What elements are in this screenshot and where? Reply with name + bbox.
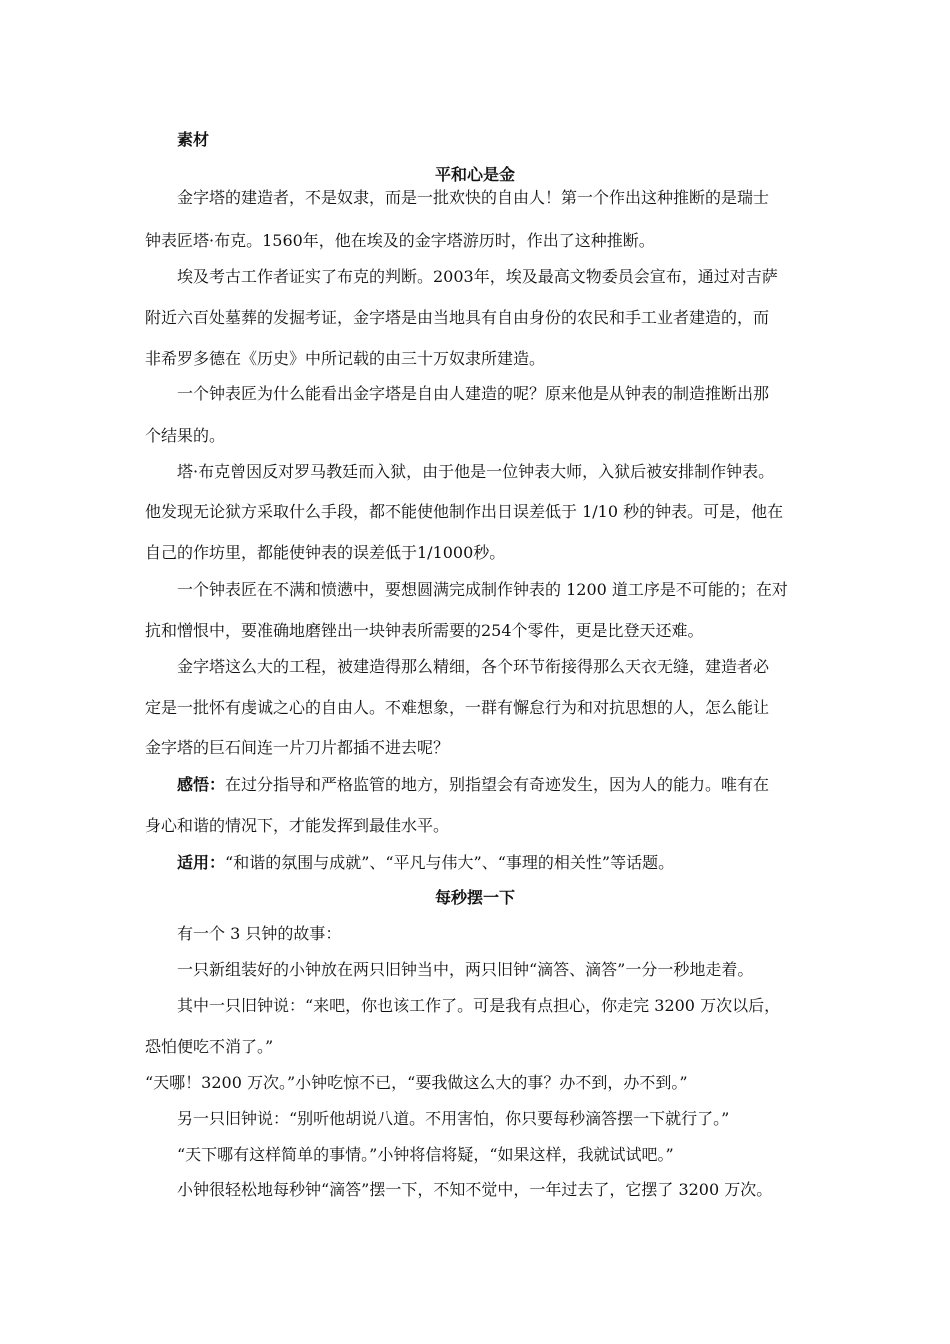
paragraph-line: 附近六百处墓葬的发掘考证，金字塔是由当地具有自由身份的农民和手工业者建造的，而 (145, 308, 770, 327)
paragraph-line: 金字塔的建造者，不是奴隶，而是一批欢快的自由人！第一个作出这种推断的是瑞士 (177, 188, 770, 207)
paragraph-line: 一个钟表匠在不满和愤懑中，要想圆满完成制作钟表的 1200 道工序是不可能的；在对 (177, 580, 788, 599)
paragraph-line: 金字塔这么大的工程，被建造得那么精细，各个环节衔接得那么天衣无缝，建造者必 (177, 657, 770, 676)
paragraph-line: 一只新组装好的小钟放在两只旧钟当中，两只旧钟“滴答、滴答”一分一秒地走着。 (177, 960, 754, 979)
paragraph-line: 非希罗多德在《历史》中所记载的由三十万奴隶所建造。 (145, 349, 546, 368)
paragraph-line: 钟表匠塔·布克。1560年，他在埃及的金字塔游历时，作出了这种推断。 (145, 231, 655, 250)
paragraph-line: 一个钟表匠为什么能看出金字塔是自由人建造的呢？原来他是从钟表的制造推断出那 (177, 384, 770, 403)
paragraph-line: 抗和憎恨中，要准确地磨锉出一块钟表所需要的254个零件，更是比登天还难。 (145, 621, 704, 640)
usage-label: 适用： (177, 853, 226, 872)
insight-line (177, 775, 769, 795)
paragraph-line: 另一只旧钟说：“别听他胡说八道。不用害怕，你只要每秒滴答摆一下就行了。” (177, 1109, 730, 1128)
paragraph-line: 塔·布克曾因反对罗马教廷而入狱，由于他是一位钟表大师，入狱后被安排制作钟表。 (177, 462, 775, 481)
paragraph-line: 个结果的。 (145, 426, 226, 445)
paragraph-line: 定是一批怀有虔诚之心的自由人。不难想象，一群有懈怠行为和对抗思想的人，怎么能让 (145, 698, 770, 717)
usage-text: “和谐的氛围与成就”、“平凡与伟大”、“事理的相关性”等话题。 (225, 853, 675, 872)
paragraph-line: 金字塔的巨石间连一片刀片都插不进去呢？ (145, 738, 450, 757)
article-title: 平和心是金 (434, 165, 515, 184)
paragraph-line: 他发现无论狱方采取什么手段，都不能使他制作出日误差低于 1/10 秒的钟表。可是，他在 (145, 502, 784, 521)
paragraph-line: “天下哪有这样简单的事情。”小钟将信将疑，“如果这样，我就试试吧。” (177, 1145, 674, 1164)
paragraph-line: 恐怕便吃不消了。” (145, 1037, 274, 1056)
insight-line: 身心和谐的情况下，才能发挥到最佳水平。 (145, 816, 450, 835)
paragraph-line: 其中一只旧钟说：“来吧，你也该工作了。可是我有点担心，你走完 3200 万次以后， (177, 996, 781, 1015)
usage-line (177, 853, 674, 873)
insight-text: 在过分指导和严格监管的地方，别指望会有奇迹发生，因为人的能力。唯有在 (225, 775, 770, 794)
section-label: 素材 (177, 130, 210, 149)
paragraph-line: 自己的作坊里，都能使钟表的误差低于1/1000秒。 (145, 543, 506, 562)
paragraph-line: 有一个 3 只钟的故事： (177, 924, 342, 943)
paragraph-line: 埃及考古工作者证实了布克的判断。2003年，埃及最高文物委员会宣布，通过对吉萨 (177, 267, 778, 286)
paragraph-line: “天哪！3200 万次。”小钟吃惊不已，“要我做这么大的事？办不到，办不到。” (145, 1073, 688, 1092)
paragraph-line: 小钟很轻松地每秒钟“滴答”摆一下，不知不觉中，一年过去了，它摆了 3200 万次。 (177, 1180, 773, 1199)
insight-label: 感悟： (177, 775, 226, 794)
article-title: 每秒摆一下 (434, 888, 515, 907)
